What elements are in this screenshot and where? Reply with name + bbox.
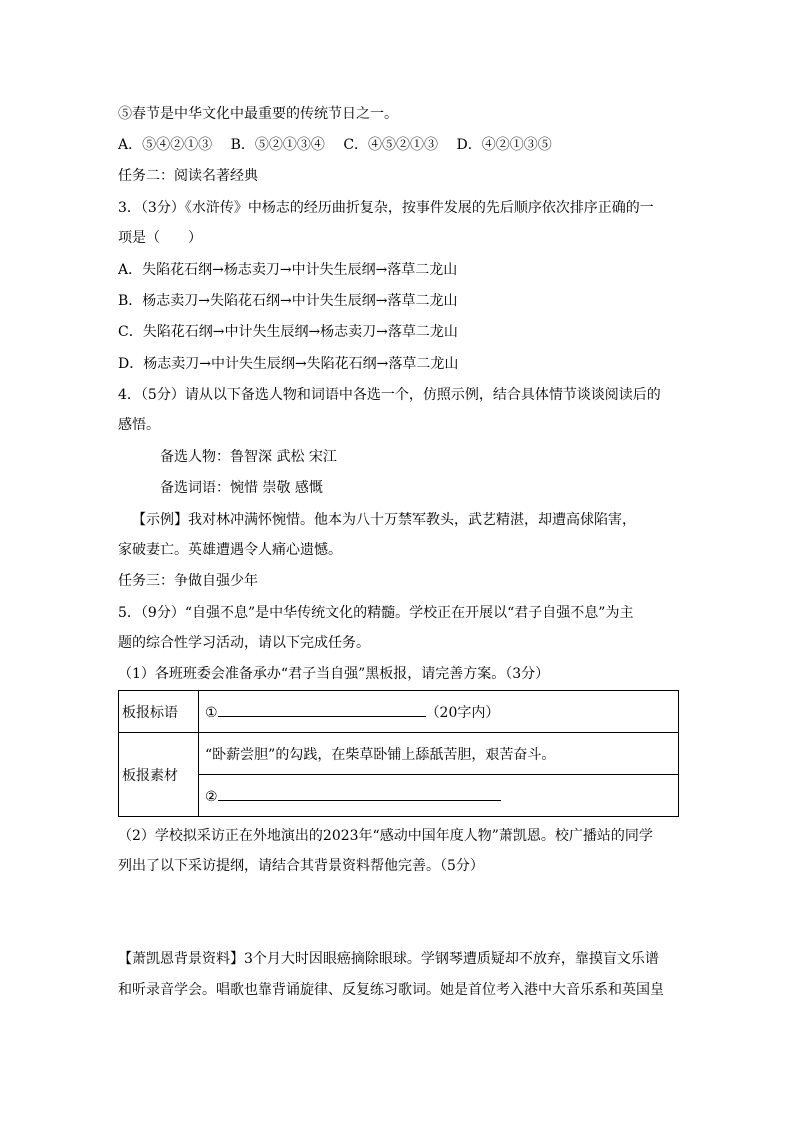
q2-option-a: A．⑤④②①③	[118, 137, 213, 153]
q4-example-line2: 家破妻亡。英雄遭遇令人痛心遗憾。	[118, 542, 342, 558]
q5-stem-line1: 5．（9分）“自强不息”是中华传统文化的精髓。学校正在开展以“君子自强不息”为主	[118, 605, 634, 621]
task3-title: 任务三：争做自强少年	[118, 573, 258, 589]
q3-option-b: B．杨志卖刀→失陷花石纲→中计失生辰纲→落草二龙山	[118, 293, 458, 309]
q3-stem-line2: 项是（ ）	[118, 230, 202, 246]
background-line2: 和听录音学会。唱歌也靠背诵旋律、反复练习歌词。她是首位考入港中大音乐系和英国皇	[118, 982, 664, 998]
q3-option-d: D．杨志卖刀→中计失生辰纲→失陷花石纲→落草二龙山	[118, 356, 459, 372]
q5-stem-line2: 题的综合性学习活动，请以下完成任务。	[118, 635, 370, 651]
q2-options	[118, 135, 552, 155]
material-prefix: ②	[205, 789, 218, 805]
slogan-prefix: ①	[205, 704, 218, 721]
item-5: ⑤春节是中华文化中最重要的传统节日之一。	[118, 106, 398, 122]
task2-title: 任务二：阅读名著经典	[118, 168, 258, 184]
slogan-suffix: （20字内）	[425, 704, 500, 721]
q3-option-a: A．失陷花石纲→杨志卖刀→中计失生辰纲→落草二龙山	[118, 262, 458, 278]
q5-sub2-line1: （2）学校拟采访正在外地演出的2023年“感动中国年度人物”萧凯恩。校广播站的同学	[118, 828, 653, 844]
blackboard-plan-table	[118, 690, 679, 817]
q5-sub1: （1）各班班委会准备承办“君子当自强”黑板报，请完善方案。（3分）	[118, 666, 550, 682]
q2-option-d: D．④②①③⑤	[456, 137, 552, 153]
q3-option-c: C．失陷花石纲→中计失生辰纲→杨志卖刀→落草二龙山	[118, 324, 458, 340]
q2-option-c: C．④⑤②①③	[343, 137, 439, 153]
q4-stem-line2: 感悟。	[118, 417, 160, 433]
q5-sub2-line2: 列出了以下采访提纲，请结合其背景资料帮他完善。（5分）	[118, 858, 484, 874]
material-blank[interactable]	[218, 786, 501, 801]
table-cell-material-text: “卧薪尝胆”的勾践，在柴草卧铺上舔舐苦胆，艰苦奋斗。	[199, 733, 679, 775]
table-cell-material-blank	[199, 775, 679, 817]
background-line1: 【萧凯恩背景资料】3个月大时因眼癌摘除眼球。学钢琴遭质疑却不放弃，靠摸盲文乐谱	[118, 951, 659, 967]
table-cell-slogan	[199, 691, 679, 733]
q4-stem-line1: 4．（5分）请从以下备选人物和词语中各选一个，仿照示例，结合具体情节谈谈阅读后的	[118, 387, 661, 403]
q4-words: 备选词语：惋惜 崇敬 感慨	[160, 480, 323, 496]
q3-stem-line1: 3．（3分）《水浒传》中杨志的经历曲折复杂，按事件发展的先后顺序依次排序正确的一	[118, 200, 654, 216]
q2-option-b: B．⑤②①③④	[230, 137, 325, 153]
table-label-slogan: 板报标语	[119, 691, 199, 733]
table-label-material: 板报素材	[119, 733, 199, 817]
q4-characters: 备选人物：鲁智深 武松 宋江	[160, 449, 337, 465]
slogan-blank[interactable]	[218, 702, 426, 717]
q4-example-line1: 【示例】我对林冲满怀惋惜。他本为八十万禁军教头，武艺精湛，却遭高俅陷害，	[132, 512, 636, 528]
